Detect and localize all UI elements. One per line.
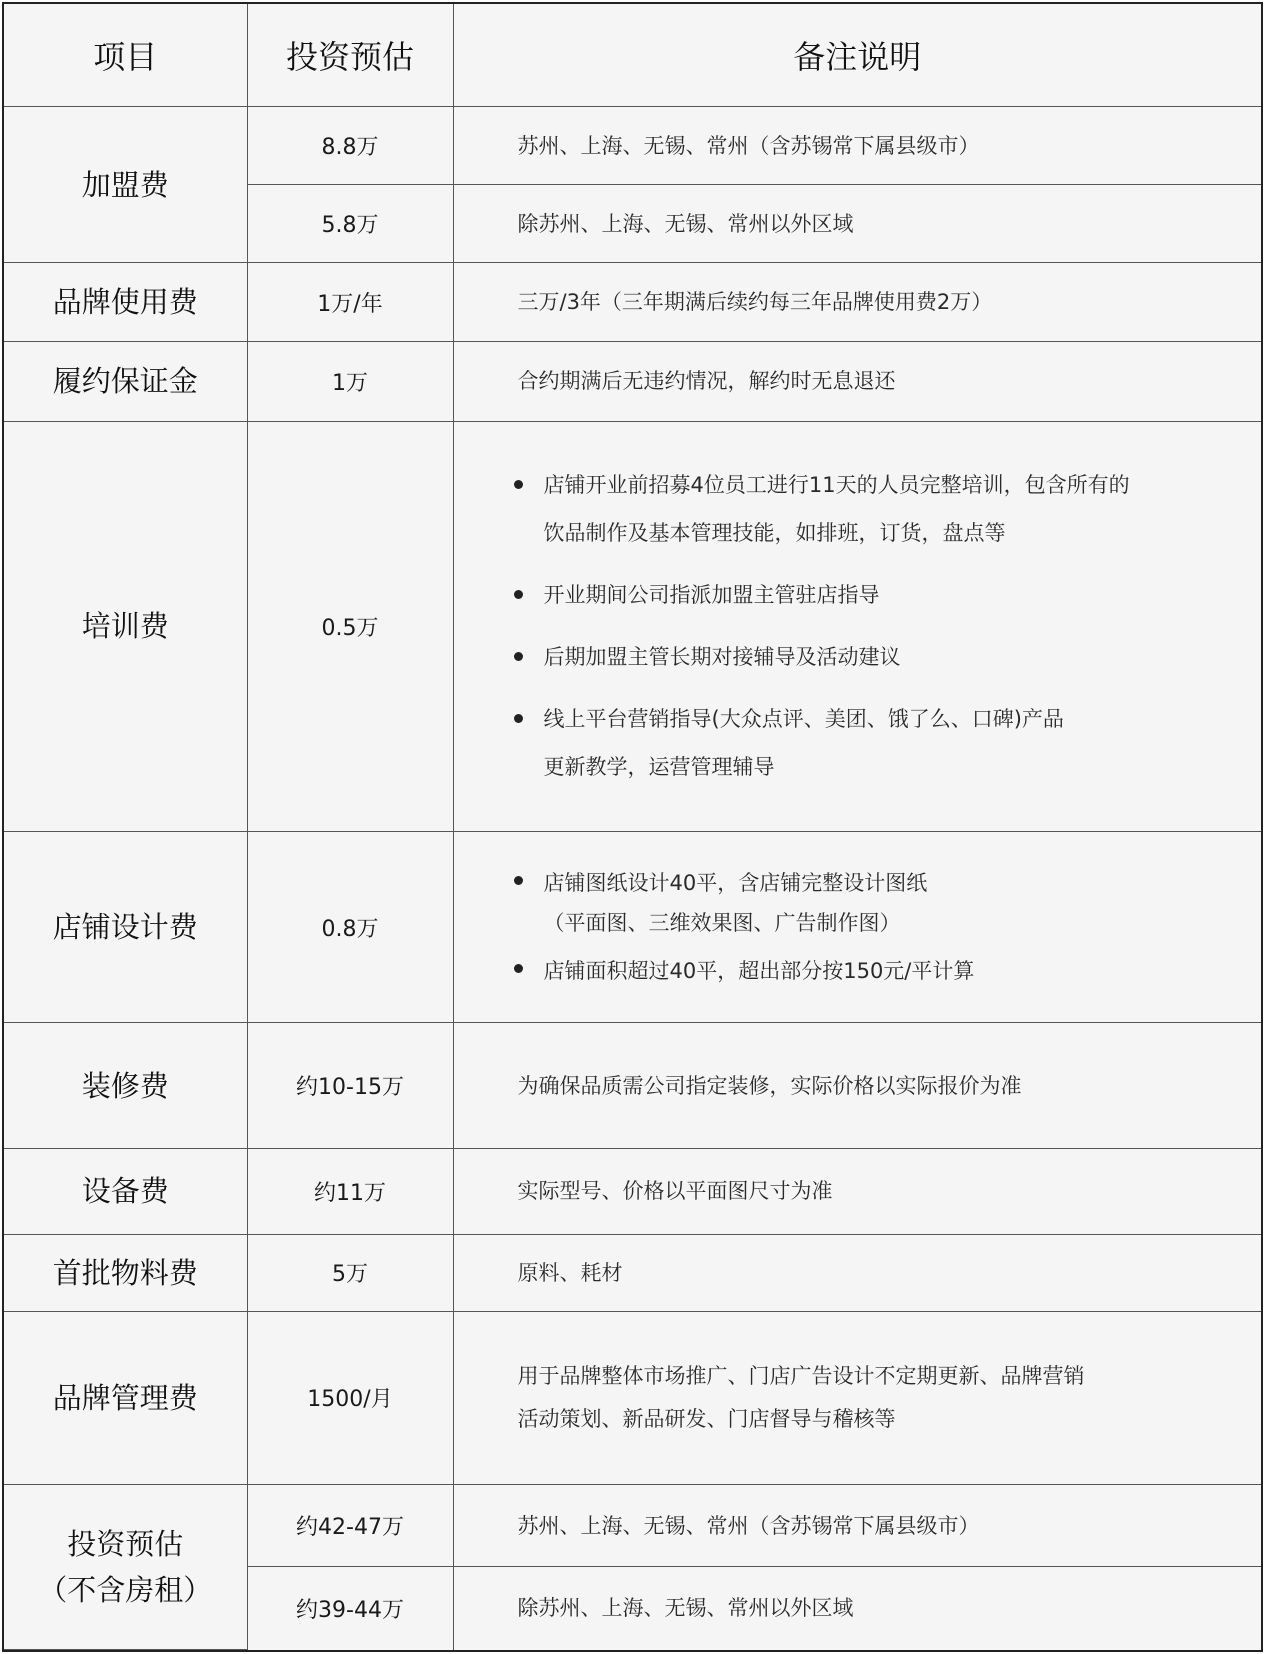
training-bullet-4-line-1: 线上平台营销指导(大众点评、美团、饿了么、口碑)产品	[543, 707, 1064, 732]
item-management: 品牌管理费	[4, 1311, 247, 1484]
item-total	[4, 1485, 247, 1650]
table-row	[4, 421, 1261, 831]
table-header-row	[4, 4, 1261, 107]
investment-table-sheet	[2, 2, 1263, 1652]
note-training	[453, 421, 1261, 831]
item-franchise: 加盟费	[4, 107, 247, 263]
header-investment: 投资预估	[247, 4, 453, 107]
table-row	[4, 1234, 1261, 1311]
header-item: 项目	[4, 4, 247, 107]
training-bullet-3-line-1: 后期加盟主管长期对接辅导及活动建议	[543, 645, 901, 670]
training-bullet-1-line-2: 饮品制作及基本管理技能，如排班，订货，盘点等	[543, 521, 1006, 546]
design-bullet-1-line-1: 店铺图纸设计40平，含店铺完整设计图纸	[543, 871, 928, 896]
note-franchise-a: 苏州、上海、无锡、常州（含苏锡常下属县级市）	[453, 107, 1261, 185]
list-item	[512, 951, 1222, 991]
table-row	[4, 1485, 1261, 1567]
item-decoration: 装修费	[4, 1023, 247, 1149]
table-row	[4, 831, 1261, 1022]
note-equipment: 实际型号、价格以平面图尺寸为准	[453, 1149, 1261, 1235]
inv-brand-use: 1万/年	[247, 263, 453, 341]
training-bullet-4-line-2: 更新教学，运营管理辅导	[543, 755, 775, 780]
note-management	[453, 1311, 1261, 1484]
table-row	[4, 1023, 1261, 1149]
note-decoration: 为确保品质需公司指定装修，实际价格以实际报价为准	[453, 1023, 1261, 1149]
note-management-line-2: 活动策划、新品研发、门店督导与稽核等	[517, 1406, 896, 1431]
bullet-dot-icon	[514, 876, 523, 885]
header-note: 备注说明	[453, 4, 1261, 107]
investment-table	[4, 4, 1261, 1650]
inv-equipment: 约11万	[247, 1149, 453, 1235]
training-bullet-1-line-1: 店铺开业前招募4位员工进行11天的人员完整培训，包含所有的	[543, 473, 1130, 498]
item-total-line-2: （不含房租）	[38, 1573, 213, 1608]
design-bullet-1-line-2: （平面图、三维效果图、广告制作图）	[543, 911, 901, 936]
bullet-dot-icon	[514, 480, 523, 489]
note-franchise-b: 除苏州、上海、无锡、常州以外区域	[453, 185, 1261, 263]
table-row	[4, 1149, 1261, 1235]
inv-franchise-a: 8.8万	[247, 107, 453, 185]
inv-total-a: 约42-47万	[247, 1485, 453, 1567]
bullet-dot-icon	[514, 590, 523, 599]
item-materials: 首批物料费	[4, 1234, 247, 1311]
item-design: 店铺设计费	[4, 831, 247, 1022]
list-item	[512, 695, 1222, 791]
note-materials: 原料、耗材	[453, 1234, 1261, 1311]
inv-design: 0.8万	[247, 831, 453, 1022]
inv-deposit: 1万	[247, 341, 453, 421]
table-row	[4, 341, 1261, 421]
list-item	[512, 461, 1222, 557]
item-training: 培训费	[4, 421, 247, 831]
bullet-dot-icon	[514, 652, 523, 661]
table-row	[4, 263, 1261, 341]
inv-franchise-b: 5.8万	[247, 185, 453, 263]
note-brand-use: 三万/3年（三年期满后续约每三年品牌使用费2万）	[453, 263, 1261, 341]
table-row	[4, 1311, 1261, 1484]
list-item	[512, 633, 1222, 681]
item-equipment: 设备费	[4, 1149, 247, 1235]
inv-training: 0.5万	[247, 421, 453, 831]
inv-management: 1500/月	[247, 1311, 453, 1484]
list-item	[512, 571, 1222, 619]
note-total-b: 除苏州、上海、无锡、常州以外区域	[453, 1567, 1261, 1650]
design-bullet-2-line-1: 店铺面积超过40平，超出部分按150元/平计算	[543, 959, 975, 984]
training-bullet-list	[512, 461, 1222, 791]
item-brand-use: 品牌使用费	[4, 263, 247, 341]
bullet-dot-icon	[514, 964, 523, 973]
note-design	[453, 831, 1261, 1022]
item-total-line-1: 投资预估	[67, 1527, 184, 1562]
note-deposit: 合约期满后无违约情况，解约时无息退还	[453, 341, 1261, 421]
training-bullet-2-line-1: 开业期间公司指派加盟主管驻店指导	[543, 583, 880, 608]
table-row	[4, 107, 1261, 185]
list-item	[512, 863, 1222, 943]
inv-materials: 5万	[247, 1234, 453, 1311]
design-bullet-list	[512, 863, 1222, 991]
item-deposit: 履约保证金	[4, 341, 247, 421]
inv-decoration: 约10-15万	[247, 1023, 453, 1149]
bullet-dot-icon	[514, 714, 523, 723]
note-total-a: 苏州、上海、无锡、常州（含苏锡常下属县级市）	[453, 1485, 1261, 1567]
inv-total-b: 约39-44万	[247, 1567, 453, 1650]
note-management-line-1: 用于品牌整体市场推广、门店广告设计不定期更新、品牌营销	[517, 1363, 1085, 1388]
